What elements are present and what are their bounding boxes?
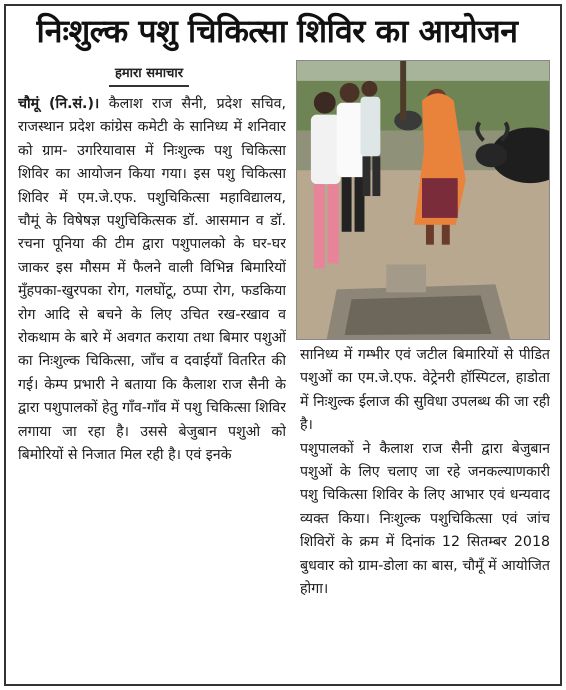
article-paragraph-3: पशुपालकों ने कैलाश राज सैनी द्वारा बेजुबान पशुओं के लिए चलाए जा रहे जनकल्याणकारी पशु चिकित्सा शिविर के लिए आभार एवं धन्यवाद व्यक्त किया। निःशुल्क पशुचिकित्सा एवं जांच शिविरों के क्रम में दिनांक 12 सितम्बर 2018 बुधवार को ग्राम-डोला का बास, चौमूँ में आयोजित होगा। — [300, 440, 550, 598]
article-column-left — [18, 93, 286, 678]
article-paragraph-1 — [18, 93, 286, 468]
byline-container — [18, 62, 280, 88]
article-column-right — [300, 344, 550, 678]
article-photo — [296, 60, 550, 340]
headline: निःशुल्क पशु चिकित्सा शिविर का आयोजन — [36, 12, 518, 50]
dateline: चौमूं (नि.सं.)। — [18, 96, 100, 112]
byline: हमारा समाचार — [109, 63, 189, 87]
photo-illustration — [297, 61, 549, 339]
article-paragraph-2: सानिध्य में गम्भीर एवं जटील बिमारियों से पीडित पशुओं का एम.जे.एफ. वेट्रेनरी हॉस्पिटल, हाडोता में निःशुल्क ईलाज की सुविधा उपलब्ध की जा रही है। — [300, 347, 550, 434]
article-body-left: कैलाश राज सैनी, प्रदेश सचिव, राजस्थान प्रदेश कांग्रेस कमेटी के सानिध्य में शनिवार को ग्राम- उगरियावास में निःशुल्क पशु चिकित्सा शिविर का आयोजन किया गया। इस पशु चिकित्सा शिविर में एम.जे.एफ. पशुचिकित्सा महाविद्यालय, चौमूं के विषेषज्ञ पशुचिकित्सक डॉ. आसमान व डॉ. रचना पूनिया की टीम द्वारा पशुपालको के घर-घर जाकर इस मौसम में फैलने वाली विभिन्न बिमारियों मुँहपका-खुरपका रोग, गलघोंटू, ठप्पा रोग, फडकिया रोग आदि से बचने के लिए उचित रख-रखाव व रोकथाम के बारे में अवगत कराया तथा बिमार पशुओं का निःशुल्क चिकित्सा, जाँच व दवाईयाँ वितरित की गई। केम्प प्रभारी ने बताया कि कैलाश राज सैनी के द्वारा पशुपालकों हेतु गाँव-गाँव में पशु चिकित्सा शिविर लगाया जा रहा है। उससे बेजुबान पशुओ को बिमोरियों से निजात मिल रही है। एवं इनके — [18, 96, 286, 464]
